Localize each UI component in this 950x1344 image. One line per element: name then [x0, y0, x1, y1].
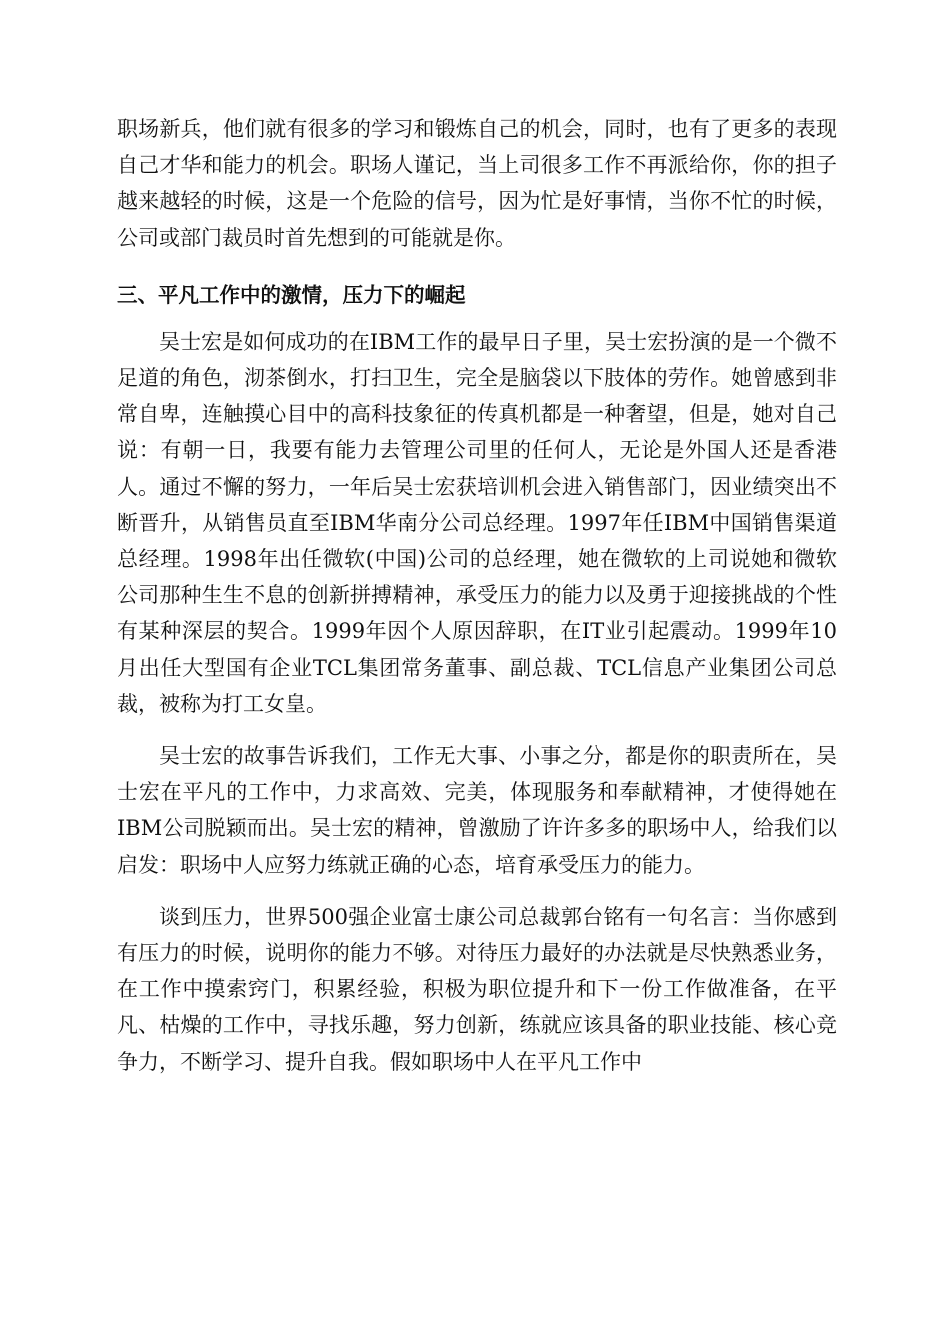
paragraph-wu-shihong-story: 吴士宏是如何成功的在IBM工作的最早日子里，吴士宏扮演的是一个微不足道的角色，沏茶倒水，打扫卫生，完全是脑袋以下肢体的劳作。她曾感到非常自卑，连触摸心目中的高科技象征的传真机都是一种奢望，但是，她对自己说：有朝一日，我要有能力去管理公司里的任何人，无论是外国人还是香港人。通过不懈的努力，一年后吴士宏获培训机会进入销售部门，因业绩突出不断晋升，从销售员直至IBM华南分公司总经理。1997年任IBM中国销售渠道总经理。1998年出任微软(中国)公司的总经理，她在微软的上司说她和微软公司那种生生不息的创新拼搏精神，承受压力的能力以及勇于迎接挑战的个性有某种深层的契合。1999年因个人原因辞职，在IT业引起震动。1999年10月出任大型国有企业TCL集团常务董事、副总裁、TCL信息产业集团公司总裁，被称为打工女皇。 [117, 329, 837, 716]
document-page [117, 111, 837, 1080]
paragraph-intro: 职场新兵，他们就有很多的学习和锻炼自己的机会，同时，也有了更多的表现自己才华和能力的机会。职场人谨记，当上司很多工作不再派给你，你的担子越来越轻的时候，这是一个危险的信号，因为忙是好事情，当你不忙的时候，公司或部门裁员时首先想到的可能就是你。 [117, 117, 837, 250]
section-heading: 三、平凡工作中的激情，压力下的崛起 [117, 282, 466, 307]
paragraph-lesson: 吴士宏的故事告诉我们，工作无大事、小事之分，都是你的职责所在，吴士宏在平凡的工作中，力求高效、完美，体现服务和奉献精神，才使得她在IBM公司脱颖而出。吴士宏的精神，曾激励了许许多多的职场中人，给我们以启发：职场中人应努力练就正确的心态，培育承受压力的能力。 [117, 744, 837, 877]
paragraph-pressure: 谈到压力，世界500强企业富士康公司总裁郭台铭有一句名言：当你感到有压力的时候，说明你的能力不够。对待压力最好的办法就是尽快熟悉业务，在工作中摸索窍门，积累经验，积极为职位提升和下一份工作做准备，在平凡、枯燥的工作中，寻找乐趣，努力创新，练就应该具备的职业技能、核心竞争力，不断学习、提升自我。假如职场中人在平凡工作中 [117, 904, 837, 1074]
